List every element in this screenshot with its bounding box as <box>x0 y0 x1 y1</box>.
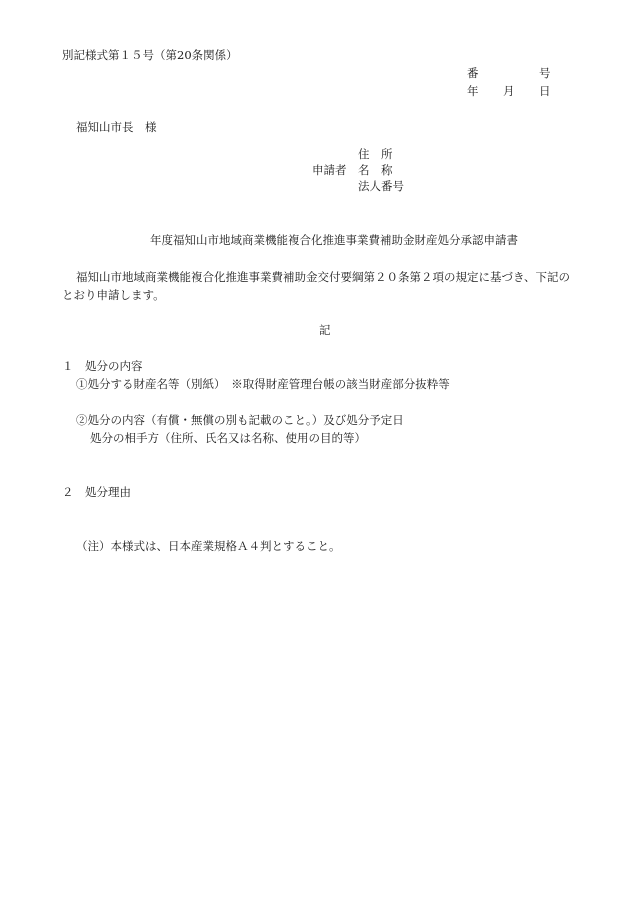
applicant-corp-number-label: 法人番号 <box>358 179 404 193</box>
date-month: 月 <box>503 84 515 98</box>
section-1-heading: １ 処分の内容 <box>62 359 143 373</box>
applicant-name-label: 名 称 <box>358 163 393 177</box>
footnote: （注）本様式は、日本産業規格Ａ４判とすること。 <box>76 539 341 553</box>
body-line-1: 福知山市地域商業機能複合化推進事業費補助金交付要綱第２０条第２項の規定に基づき、下記の <box>76 270 571 284</box>
ki-marker: 記 <box>319 323 331 337</box>
addressee: 福知山市長 様 <box>76 120 157 134</box>
document-title: 年度福知山市地域商業機能複合化推進事業費補助金財産処分承認申請書 <box>150 233 518 247</box>
number-suffix: 号 <box>539 66 551 80</box>
applicant-address-label: 住 所 <box>358 147 393 161</box>
number-prefix: 番 <box>467 66 479 80</box>
body-line-2: とおり申請します。 <box>62 288 165 302</box>
applicant-role-label: 申請者 <box>312 163 347 177</box>
section-1-item-3: 処分の相手方（住所、氏名又は名称、使用の目的等） <box>90 431 366 445</box>
date-day: 日 <box>539 84 551 98</box>
section-2-heading: ２ 処分理由 <box>62 485 131 499</box>
date-year: 年 <box>467 84 479 98</box>
section-1-item-1: ①処分する財産名等（別紙） ※取得財産管理台帳の該当財産部分抜粋等 <box>76 377 450 391</box>
section-1-item-2: ②処分の内容（有償・無償の別も記載のこと。）及び処分予定日 <box>76 413 404 427</box>
form-number-label: 別記様式第１５号（第20条関係） <box>62 48 238 62</box>
